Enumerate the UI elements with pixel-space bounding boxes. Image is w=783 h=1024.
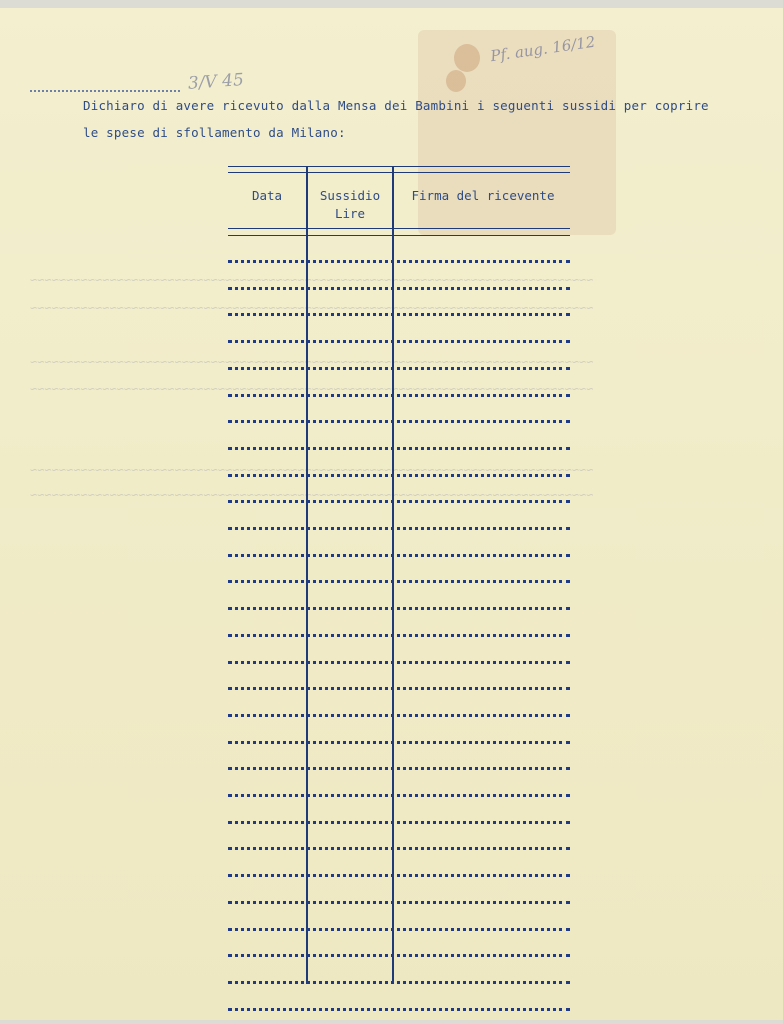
table-row [228, 447, 570, 450]
table-row [228, 714, 570, 717]
table-row [228, 527, 570, 530]
scan-edge-bottom [0, 1020, 783, 1024]
handwritten-stamp-note: Pf. aug. 16/12 [489, 32, 597, 66]
table-top-rule [228, 172, 570, 173]
table-row [228, 661, 570, 664]
header-bottom-rule [228, 228, 570, 229]
bleed-through-text: ~~~~~~~~~~~~~~~~~~~~~~~~~~~~~~~~~~~~~~~~~~~~~~~~~~~~~~~~~~~~~~~~~~~~~~~~~~~~~~ [30, 273, 594, 287]
table-row [228, 741, 570, 744]
header-bottom-rule [228, 235, 570, 236]
table-row [228, 794, 570, 797]
table-row [228, 287, 570, 290]
table-row [228, 928, 570, 931]
bleed-through-text: ~~~~~~~~~~~~~~~~~~~~~~~~~~~~~~~~~~~~~~~~~~~~~~~~~~~~~~~~~~~~~~~~~~~~~~~~~~~~~~ [30, 301, 594, 315]
document-page [0, 8, 783, 1020]
table-row [228, 821, 570, 824]
table-row [228, 687, 570, 690]
table-row [228, 474, 570, 477]
stain-spot [446, 70, 466, 92]
table-row [228, 580, 570, 583]
declaration-line-2: le spese di sfollamento da Milano: [83, 125, 346, 140]
table-row [228, 313, 570, 316]
scan-edge-top [0, 0, 783, 8]
bleed-through-text: ~~~~~~~~~~~~~~~~~~~~~~~~~~~~~~~~~~~~~~~~~~~~~~~~~~~~~~~~~~~~~~~~~~~~~~~~~~~~~~ [30, 355, 594, 369]
table-row [228, 767, 570, 770]
table-row [228, 554, 570, 557]
table-row [228, 1008, 570, 1011]
table-row [228, 260, 570, 263]
table-row [228, 954, 570, 957]
table-row [228, 874, 570, 877]
handwritten-date: 3/V 45 [187, 70, 245, 94]
bleed-through-text: ~~~~~~~~~~~~~~~~~~~~~~~~~~~~~~~~~~~~~~~~~~~~~~~~~~~~~~~~~~~~~~~~~~~~~~~~~~~~~~ [30, 463, 594, 477]
header-firma: Firma del ricevente [411, 188, 555, 203]
table-row [228, 901, 570, 904]
dotted-date-line [30, 90, 180, 92]
table-row [228, 420, 570, 423]
bleed-through-text: ~~~~~~~~~~~~~~~~~~~~~~~~~~~~~~~~~~~~~~~~~~~~~~~~~~~~~~~~~~~~~~~~~~~~~~~~~~~~~~ [30, 488, 594, 502]
stain-spot [454, 44, 480, 72]
header-sussidio: Sussidio [319, 188, 381, 203]
table-row [228, 340, 570, 343]
table-row [228, 981, 570, 984]
table-row [228, 500, 570, 503]
table-top-rule [228, 166, 570, 167]
header-data: Data [251, 188, 283, 203]
table-row [228, 367, 570, 370]
subsidy-table [228, 166, 570, 984]
table-row [228, 847, 570, 850]
header-lire: Lire [334, 206, 366, 221]
table-row [228, 634, 570, 637]
declaration-line-1: Dichiaro di avere ricevuto dalla Mensa dei Bambini i seguenti sussidi per coprire [83, 98, 709, 113]
bleed-through-text: ~~~~~~~~~~~~~~~~~~~~~~~~~~~~~~~~~~~~~~~~~~~~~~~~~~~~~~~~~~~~~~~~~~~~~~~~~~~~~~ [30, 382, 594, 396]
table-row [228, 607, 570, 610]
table-row [228, 394, 570, 397]
